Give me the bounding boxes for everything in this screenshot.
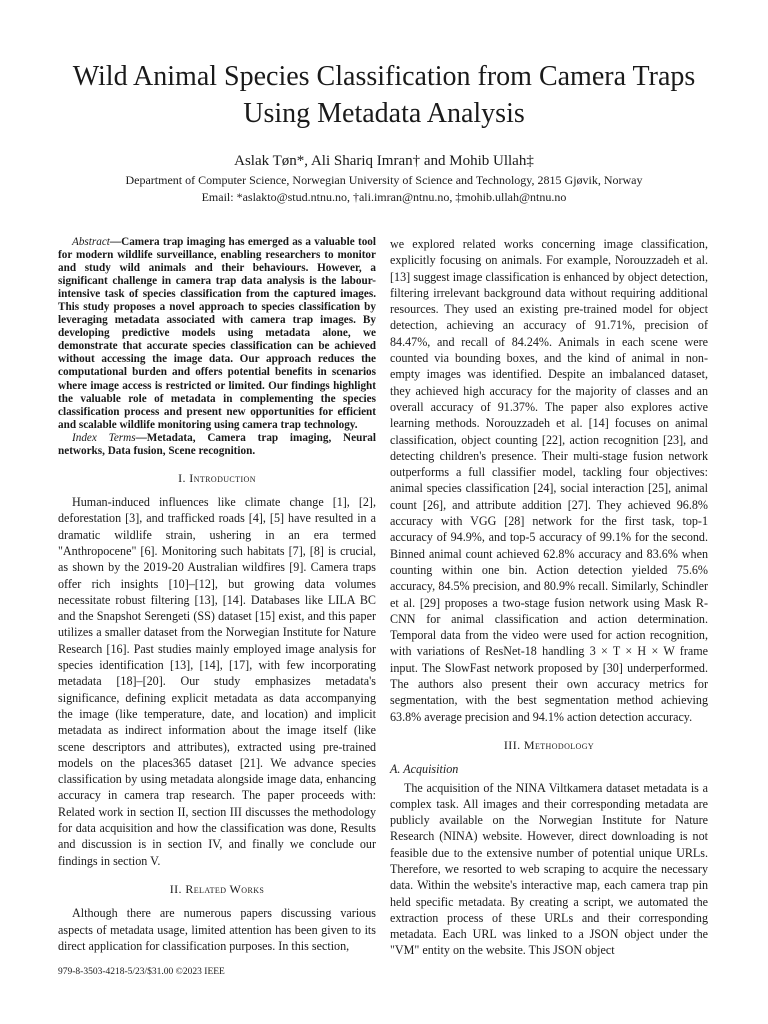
left-column [58,236,376,954]
related-works-paragraph-start: Although there are numerous papers discussing various aspects of metadata usage, limited attention has been given to its direct application for classification purposes. In this section, [58,906,376,953]
email-line: Email: *aslakto@stud.ntnu.no, †ali.imran@ntnu.no, ‡mohib.ullah@ntnu.no [201,190,567,204]
intro-paragraph: Human-induced influences like climate change [1], [2], deforestation [3], and trafficked roads [4], [5] have resulted in a dramatic wildlife strain, ushering in an era termed "Anthropocene" [6]. Monitoring such habitats [7], [8] is crucial, as shown by the 2019-20 Australian wildfires [9]. Camera traps offer rich insights [10]–[12], but growing data volumes necessitate robust filtering [13], [14]. Databases like LILA BC and the Snapshot Serengeti (SS) dataset [15] exist, and this paper utilizes a smaller dataset from the Norwegian Institute for Nature Research [16]. Past studies mainly employed image analysis for species identification [13], [14], [17], with few incorporating metadata [18]–[20]. Our study emphasizes metadata's significance, defining explicit metadata as data accompanying the image (like temperature, date, and location) and implicit metadata as indirect information about the image itself (like scene descriptors and attributes), extracted using pre-trained models on the places365 dataset [21]. We advance species classification by using metadata alongside image data, enhancing accuracy in camera trap research. The paper proceeds with: Related work in section II, section III discusses the methodology for data acquisition and how the classification was done, Results and discussion is in section IV, and finally we conclude our findings in section V. [58,495,376,868]
abstract [58,236,376,432]
abstract-lead: Abstract [72,236,110,248]
index-terms-text: —Metadata, Camera trap imaging, Neural networks, Data fusion, Scene recognition. [58,431,376,457]
related-works-paragraph-cont: we explored related works concerning image classification, explicitly focusing on animals. For example, Norouzzadeh et al. [13] suggest image classification is enhanced by object detection, filtering irrelevant background data without requiring additional resources. They used an existing pre-trained model for object detection, achieving an accuracy of 91.71%, precision of 84.47%, and recall of 84.24%. Animals in each scene were counted via bounding boxes, and the kind of animal in non-empty images was identified. Despite an imbalanced dataset, they achieved high accuracy for the majority of classes and an overall accuracy of 91.37%. The paper also explores active learning methods. Norouzzadeh et al. [14] focuses on animal classification, object counting [22], action recognition [23], and detecting children's presence. Their multi-stage fusion network outperforms a full classifier model, tackling four objectives: animal species classification [24], social interaction [25], animal count [26], and attribute addition [27]. They achieved 96.8% accuracy with VGG [28] network for the first task, top-1 accuracy of 94.9%, and top-5 accuracy of 99.1% for the second. Binned animal count achieved 62.8% accuracy and 83.6% when counting within one bin. Action detection yielded 75.6% accuracy, 84.5% precision, and 80.9% recall. Similarly, Schindler et al. [29] proposes a two-stage fusion network using Mask R-CNN for animal classification and action determination. Temporal data from the video were used for action recognition, with variations of ResNet-18 handling 3 × T × H × W frame input. The SlowFast network proposed by [30] underperformed. The authors also present their own accuracy metrics for segmentation, with the best segmentation method achieving 63.8% average precision and 94.1% action detection accuracy. [390,237,708,724]
index-terms [58,432,376,458]
section-heading-introduction: I. Introduction [178,470,256,485]
right-column [390,236,708,959]
section-heading-related-works: II. Related Works [169,881,265,896]
acquisition-paragraph: The acquisition of the NINA Viltkamera dataset metadata is a complex task. All images and their corresponding metadata are publicly available on the Norwegian Institute for Nature Research (NINA) website. However, direct downloading is not feasible due to the extensive number of potential unique URLs. Therefore, we resorted to web scraping to acquire the necessary data. Within the website's interactive map, each camera trap pin held specific metadata. By creating a script, we automated the extraction process of these URLs and their corresponding metadata. Each URL was linked to a JSON object under the "VM" entity on the website. This JSON object [390,780,708,958]
section-heading-methodology: III. Methodology [503,737,595,752]
copyright-footer: 979-8-3503-4218-5/23/$31.00 ©2023 IEEE [58,967,225,977]
paper-title: Wild Animal Species Classification from Camera Traps Using Metadata Analysis [72,61,696,129]
index-terms-lead: Index Terms [72,431,136,444]
affiliation: Department of Computer Science, Norwegian University of Science and Technology, 2815 Gjøvik, Norway [125,173,643,187]
subsection-heading-acquisition: A. Acquisition [390,762,459,777]
author-list: Aslak Tøn*, Ali Shariq Imran† and Mohib Ullah‡ [234,153,534,169]
abstract-text: —Camera trap imaging has emerged as a valuable tool for modern wildlife surveillance, enabling researchers to monitor and study wild animals and their behaviours. However, a significant challenge in camera trap data analysis is the labour-intensive task of species classification from the captured images. This study proposes a novel approach to species classification by leveraging metadata associated with camera trap images. By developing predictive models using metadata alone, we demonstrate that accurate species classification can be achieved without accessing the image data. Our approach reduces the computational burden and offers potential benefits in scenarios where image access is restricted or limited. Our findings highlight the valuable role of metadata in complementing the species classification process and present new opportunities for efficient and scalable wildlife monitoring using camera trap technology. [58,236,376,431]
